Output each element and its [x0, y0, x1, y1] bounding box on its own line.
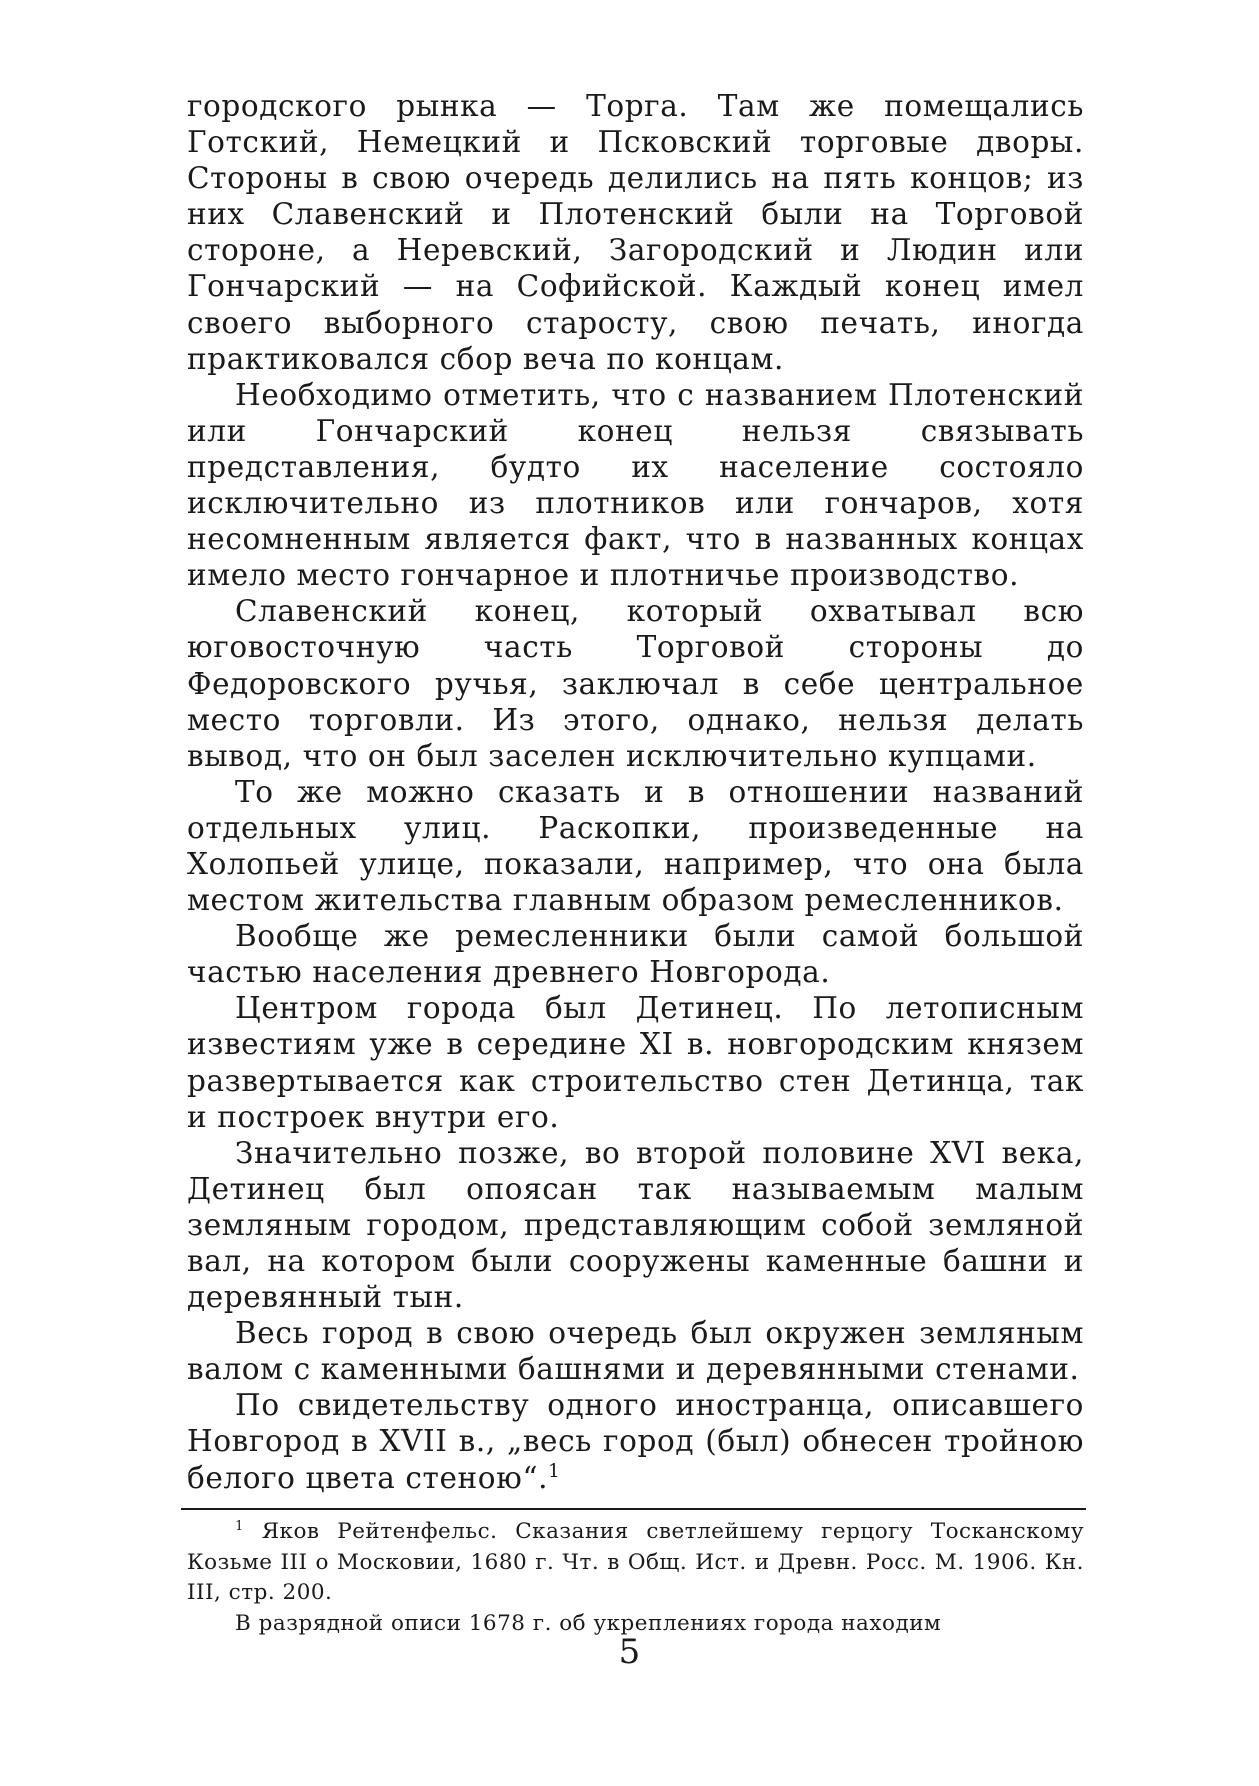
body-text — [187, 88, 1084, 1496]
footnote-continuation: В разрядной описи 1678 г. об укреплениях города находим — [235, 1610, 942, 1636]
footnote-text: Яков Рейтенфельс. Сказания светлейшему герцогу Тосканскому Козьме III о Московии, 1680 г. Чт. в Общ. Ист. и Древн. Росс. М. 1906. Кн. III, стр. 200. — [187, 1519, 1084, 1605]
paragraph: Значительно позже, во второй половине XVI века, Детинец был опоясан так называемым малым земляным городом, представляющим собой земляной вал, на котором были сооружены каменные башни и деревянный тын. — [187, 1135, 1084, 1315]
paragraph: Весь город в свою очередь был окружен земляным валом с каменными башнями и деревянными стенами. — [187, 1316, 1084, 1387]
footnotes — [187, 1517, 1084, 1639]
paragraph-with-footnote — [187, 1387, 1084, 1495]
footnote-marker: 1 — [235, 1518, 244, 1534]
paragraph: городского рынка — Торга. Там же помещались Готский, Немецкий и Псковский торговые дворы. Стороны в свою очередь делились на пять концов; из них Славенский и Плотенский были на Торговой стороне, а Неревский, Загородский и Людин или Гончарский — на Софийской. Каждый конец имел своего выборного старосту, свою печать, иногда практиковался сбор веча по концам. — [187, 89, 1084, 376]
paragraph: Необходимо отметить, что с названием Плотенский или Гончарский конец нельзя связывать представления, будто их население состояло исключительно из плотников или гончаров, хотя несомненным является факт, что в названных концах имело место гончарное и плотничье производство. — [187, 377, 1084, 593]
footnote-reference: 1 — [548, 1460, 561, 1482]
paragraph: То же можно сказать и в отношении названий отдельных улиц. Раскопки, произведенные на Холопьей улице, показали, например, что она была местом жительства главным образом ремесленников. — [187, 774, 1084, 918]
paragraph: Славенский конец, который охватывал всю юговосточную часть Торговой стороны до Федоровского ручья, заключал в себе центральное место торговли. Из этого, однако, нельзя делать вывод, что он был заселен исключительно купцами. — [187, 594, 1084, 773]
paragraph: Вообще же ремесленники были самой большой частью населения древнего Новгорода. — [187, 919, 1084, 990]
paragraph: Центром города был Детинец. По летописным известиям уже в середине XI в. новгородским князем развертывается как строительство стен Детинца, так и построек внутри его. — [187, 991, 1084, 1134]
paragraph-text: По свидетельству одного иностранца, описавшего Новгород в XVII в., „весь город (был) обнесен тройною белого цвета стеною“. — [187, 1388, 1084, 1495]
page-number: 5 — [618, 1632, 641, 1672]
footnote — [187, 1517, 1084, 1609]
footnote-divider — [181, 1508, 1086, 1510]
